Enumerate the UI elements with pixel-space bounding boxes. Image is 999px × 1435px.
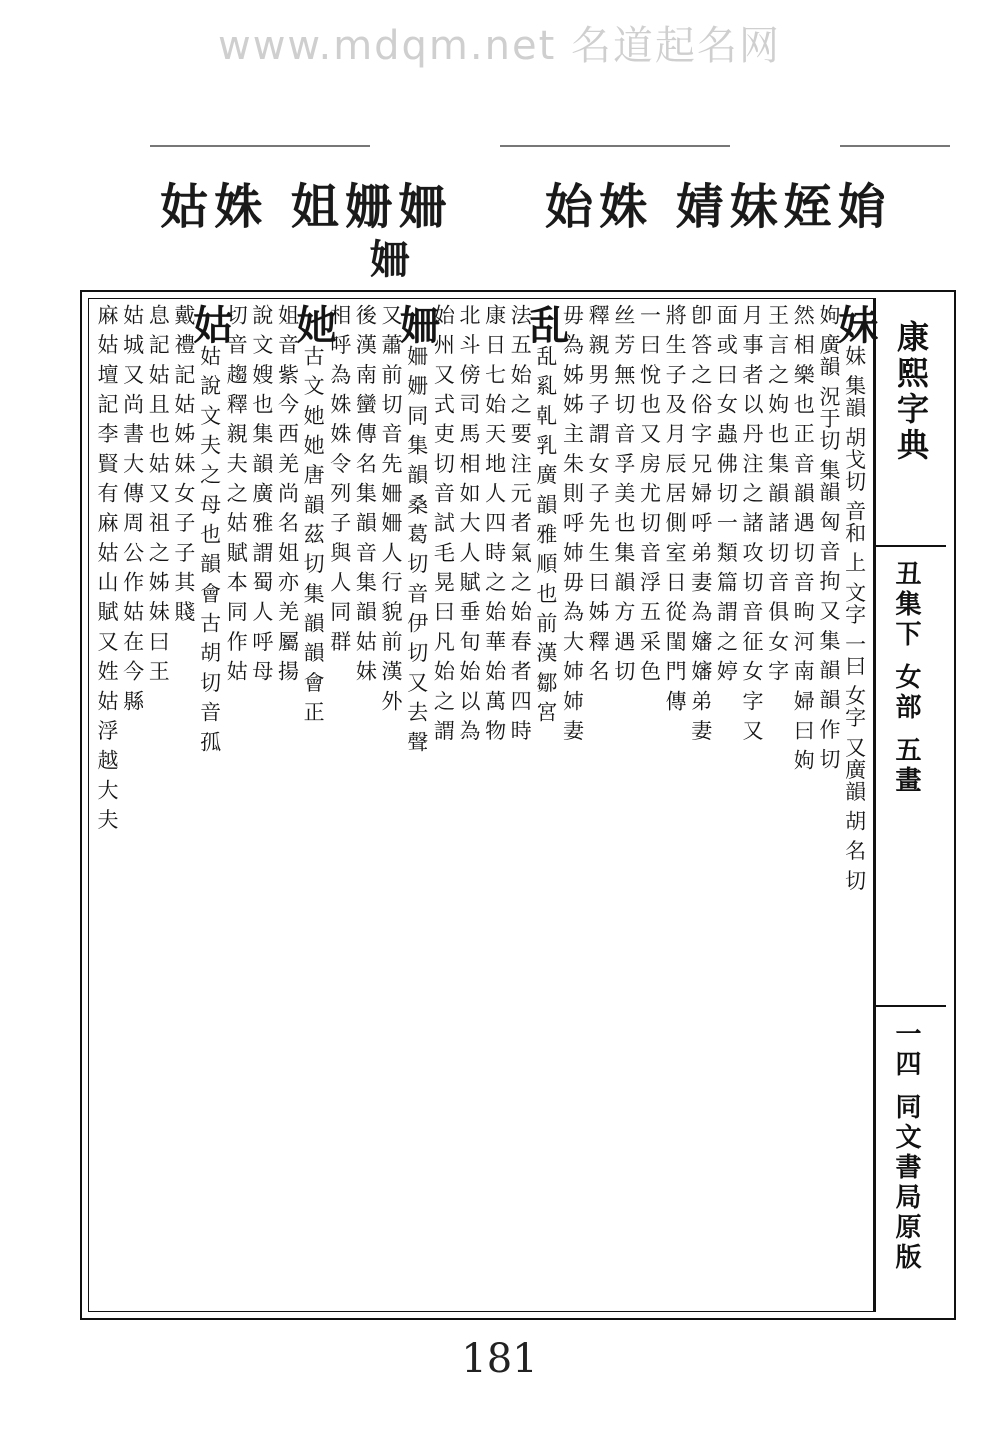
text-column <box>482 304 507 1304</box>
text-column <box>739 304 764 1304</box>
headword: 妹 <box>831 304 879 345</box>
column-text: 然 相 樂 也 正 音 韻 遇 切 音 昫 河 南 婦 曰 姁 <box>791 304 816 772</box>
text-column <box>393 304 441 1304</box>
publisher-label: 一四 同文書局原版 <box>891 1020 921 1274</box>
text-column <box>585 304 610 1304</box>
column-text: 姐 音 紫 今 西 羌 尚 名 姐 亦 羌 屬 揚 <box>275 304 300 683</box>
column-text: 姑 城 又 尚 書 大 傳 周 公 作 姑 在 今 縣 <box>120 304 145 712</box>
column-text: 月 事 者 以 丹 注 之 諸 攻 切 音 征 女 字 又 <box>740 304 765 742</box>
headword: 姍 <box>393 304 441 345</box>
text-column <box>507 304 532 1304</box>
text-column <box>522 304 570 1304</box>
column-text: 始 州 又 式 吏 切 音 試 毛 晃 曰 凡 始 之 謂 <box>431 304 456 742</box>
column-text: 釋 親 男 子 謂 女 子 先 生 曰 姊 釋 名 <box>586 304 611 683</box>
top-rule-left <box>150 145 370 147</box>
text-column <box>352 304 377 1304</box>
column-text: 康 日 七 始 天 地 人 四 時 之 始 華 始 萬 物 <box>482 304 507 742</box>
text-column <box>713 304 738 1304</box>
text-column <box>790 304 815 1304</box>
page-number: 181 <box>461 1336 538 1382</box>
column-text: 後 漢 南 蠻 傳 名 集 韻 音 集 韻 姑 妹 <box>353 304 378 683</box>
column-text: 將 生 子 及 月 辰 居 側 室 日 從 閨 門 傳 <box>663 304 688 712</box>
text-column <box>223 304 248 1304</box>
column-text: 乱 乿 乹 乳 廣 韻 雅 順 也 前 漢 鄒 宮 <box>533 345 558 724</box>
column-text: 卽 答 之 俗 字 兄 婦 呼 弟 妻 為 嬸 嬸 弟 妻 <box>688 304 713 742</box>
top-rule-mid <box>500 145 730 147</box>
column-text: 切 音 趨 釋 親 夫 之 姑 賦 本 同 作 姑 <box>224 304 249 683</box>
watermark-text: www.mdqm.net 名道起名网 <box>218 23 781 69</box>
dictionary-text-body <box>94 304 879 1308</box>
text-column <box>120 304 145 1304</box>
column-text: 妹 集韻 胡戈切 音和 上 文字 一曰 女字 又廣韻 胡 名 切 <box>842 345 867 892</box>
column-text: 說 文 嫂 也 集 韻 廣 雅 謂 蜀 人 呼 母 <box>249 304 274 683</box>
text-column <box>378 304 403 1304</box>
text-column <box>611 304 636 1304</box>
column-text: 姍 姗 同 集 韻 桑 葛 切 音 伊 切 又 去 聲 <box>404 345 429 753</box>
text-column <box>290 304 338 1304</box>
text-column <box>430 304 455 1304</box>
column-text: 姁 廣韻 況于切 集韻 匈 音 拘 又 集 韻 韻 作 切 <box>816 304 841 771</box>
column-text: 毋 為 姊 姊 主 朱 則 呼 姉 毋 為 大 姉 姉 妻 <box>560 304 585 742</box>
headword: 她 <box>290 304 338 345</box>
column-text: 北 斗 傍 司 馬 相 如 大 人 賦 垂 旬 始 以 為 <box>456 304 481 742</box>
text-column <box>831 304 879 1304</box>
column-text: 丝 芳 無 切 音 孚 美 也 集 韻 方 遇 切 <box>611 304 636 683</box>
column-text: 麻 姑 壇 記 李 賢 有 麻 姑 山 賦 又 姓 姑 浮 越 大 夫 <box>95 304 119 831</box>
text-column <box>327 304 352 1304</box>
column-text: 面 或 曰 女 蟲 佛 切 一 類 篇 謂 之 婷 <box>714 304 739 683</box>
side-divider-top <box>876 545 946 547</box>
column-text: 姑 說 文 夫 之 母 也 韻 會 古 胡 切 音 孤 <box>197 345 222 753</box>
column-text: 一 曰 悅 也 又 房 尤 切 音 浮 五 采 色 <box>637 304 662 683</box>
text-column <box>688 304 713 1304</box>
column-text: 又 蕭 前 切 音 先 姍 姍 人 行 貌 前 漢 外 <box>379 304 404 712</box>
text-column <box>249 304 274 1304</box>
text-column <box>186 304 234 1304</box>
text-column <box>765 304 790 1304</box>
column-text: 息 記 姑 且 也 姑 又 祖 之 姊 妹 曰 王 <box>146 304 171 683</box>
text-column <box>145 304 170 1304</box>
text-column <box>274 304 299 1304</box>
column-text: 法 五 始 之 要 注 元 者 氣 之 始 春 者 四 時 <box>508 304 533 742</box>
text-column <box>662 304 687 1304</box>
column-text: 王 言 之 姁 也 集 韻 諸 切 音 俱 女 字 <box>765 304 790 683</box>
text-column <box>456 304 481 1304</box>
side-divider-bottom <box>876 1005 946 1007</box>
top-rule-right <box>840 145 950 147</box>
headword: 乱 <box>522 304 570 345</box>
dictionary-title: 康熙字典 <box>892 320 930 464</box>
column-text: 相 呼 為 姝 姝 令 列 子 與 人 同 群 <box>327 304 352 653</box>
text-column <box>636 304 661 1304</box>
text-column <box>816 304 841 1304</box>
seal-script-row-left-second: 姍 <box>370 236 416 283</box>
text-column <box>560 304 585 1304</box>
seal-script-row-left: 姑姝 姐姗姍 <box>160 179 453 235</box>
text-column <box>171 304 196 1304</box>
text-column <box>94 304 119 1304</box>
column-text: 戴 禮 記 姑 姊 妹 女 子 子 其 賤 <box>171 304 196 623</box>
headword: 姑 <box>186 304 234 345</box>
section-label: 丑集下 女部 五畫 <box>891 560 921 797</box>
seal-script-row-right: 始姝 婧妹姪姢 <box>545 179 892 235</box>
column-text: 古 文 她 她 唐 韻 茲 切 集 韻 韻 會 正 <box>301 345 326 724</box>
